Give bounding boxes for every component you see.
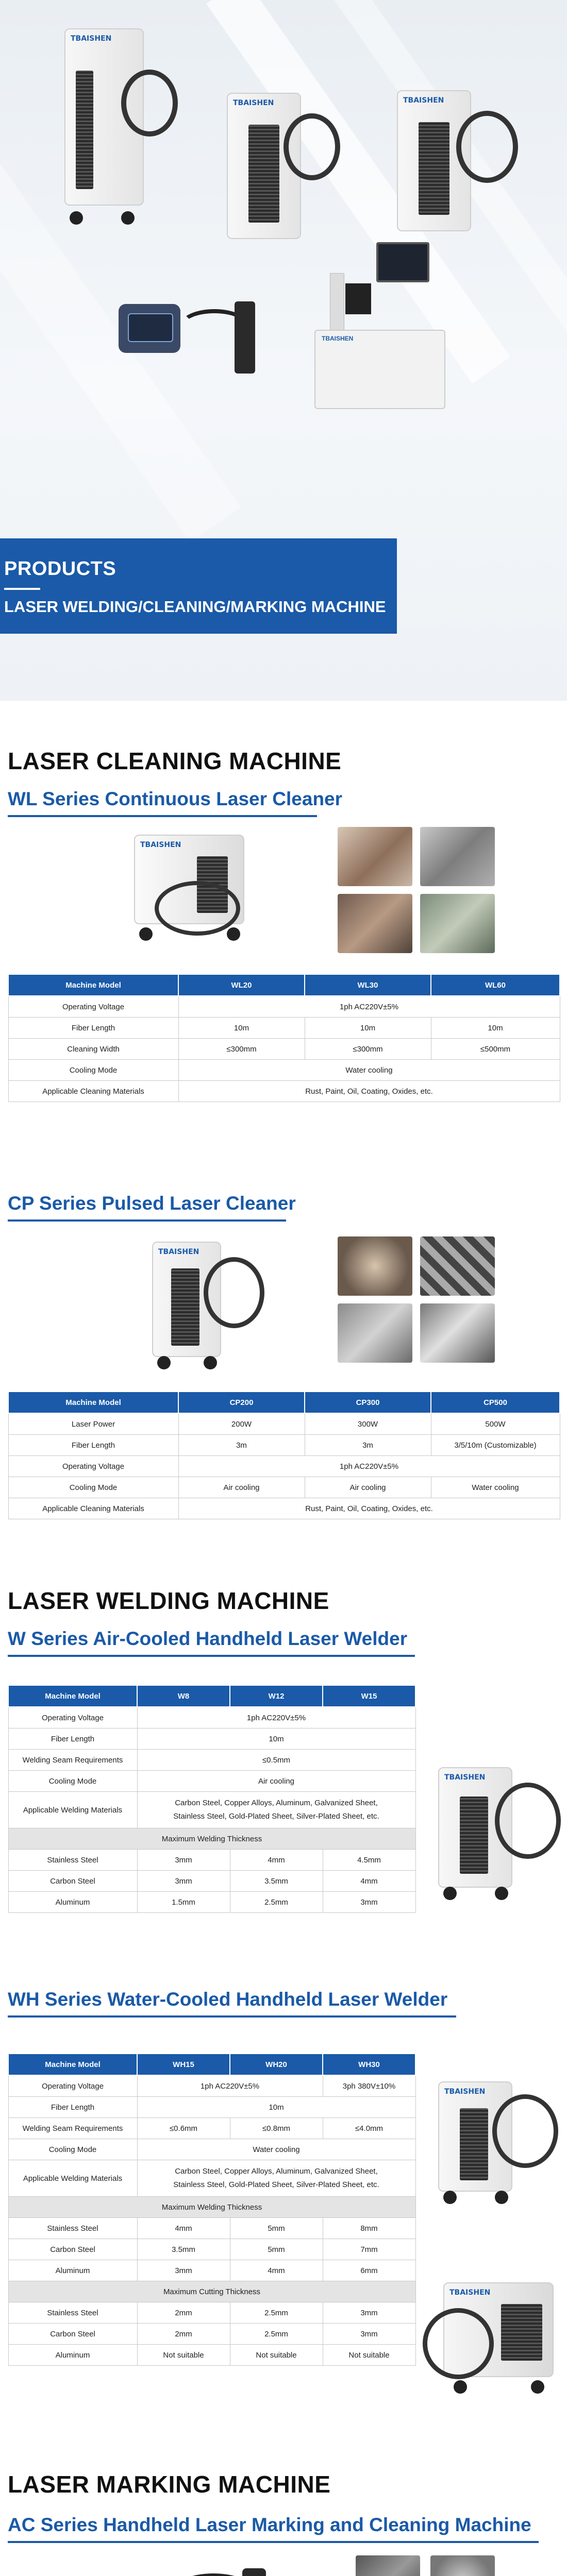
table-row xyxy=(8,2324,415,2345)
row-label: Applicable Welding Materials xyxy=(8,1792,137,1828)
brand-logo: TBAISHEN xyxy=(158,1248,199,1256)
row-label: Welding Seam Requirements xyxy=(8,2118,137,2139)
ac-series-title: AC Series Handheld Laser Marking and Cleaning Machine xyxy=(8,2514,531,2535)
cleaning-sample-photo xyxy=(420,894,495,953)
cell-value: Rust, Paint, Oil, Coating, Oxides, etc. xyxy=(178,1498,560,1519)
row-label: Carbon Steel xyxy=(8,2324,137,2345)
table-row xyxy=(8,2097,415,2118)
hero-cleaner-machine xyxy=(64,28,168,234)
brand-logo: TBAISHEN xyxy=(140,841,181,849)
cell-value: 5mm xyxy=(230,2218,323,2239)
column-header: CP300 xyxy=(305,1392,431,1413)
cell-value: 4mm xyxy=(230,1850,323,1871)
row-label: Carbon Steel xyxy=(8,2239,137,2260)
materials-line: Carbon Steel, Copper Alloys, Aluminum, Galvanized Sheet, xyxy=(175,2167,378,2176)
cell-value: Water cooling xyxy=(178,1060,560,1081)
row-label: Cooling Mode xyxy=(8,1771,137,1792)
cell-value xyxy=(137,2160,415,2197)
ac-machine-image xyxy=(88,2558,294,2576)
row-label: Stainless Steel xyxy=(8,2302,137,2324)
cell-value: 3/5/10m (Customizable) xyxy=(431,1435,560,1456)
cleaning-sample-photo xyxy=(338,1236,412,1296)
table-row xyxy=(8,1477,560,1498)
cell-value: 1ph AC220V±5% xyxy=(137,2075,323,2097)
table-row xyxy=(8,2118,415,2139)
cell-value: 10m xyxy=(137,1728,415,1750)
row-label: Stainless Steel xyxy=(8,2218,137,2239)
table-row xyxy=(8,1413,560,1435)
row-label: Applicable Cleaning Materials xyxy=(8,1498,178,1519)
title-underline xyxy=(4,588,40,590)
row-label: Operating Voltage xyxy=(8,1456,178,1477)
marking-sample-photo xyxy=(430,2555,495,2576)
cell-value: 2mm xyxy=(137,2324,230,2345)
cell-value: 300W xyxy=(305,1413,431,1435)
cell-value: Not suitable xyxy=(137,2345,230,2366)
row-label: Aluminum xyxy=(8,2345,137,2366)
cell-value: Not suitable xyxy=(230,2345,323,2366)
row-label: Aluminum xyxy=(8,2260,137,2281)
vent-grille xyxy=(248,125,279,223)
wh-spec-table xyxy=(8,2053,416,2366)
table-band-row xyxy=(8,2197,415,2218)
table-row xyxy=(8,1792,415,1828)
cell-value: 8mm xyxy=(323,2218,415,2239)
cell-value: 1ph AC220V±5% xyxy=(178,1456,560,1477)
cell-value: ≤300mm xyxy=(305,1039,431,1060)
cell-value: 2.5mm xyxy=(230,1892,323,1913)
cell-value: 500W xyxy=(431,1413,560,1435)
welding-section-title: LASER WELDING MACHINE xyxy=(8,1587,329,1614)
products-subtitle: LASER WELDING/CLEANING/MARKING MACHINE xyxy=(4,598,386,616)
w-title-underline xyxy=(8,1655,415,1657)
cell-value: Air cooling xyxy=(137,1771,415,1792)
cell-value: 4mm xyxy=(137,2218,230,2239)
column-header: WL20 xyxy=(178,974,305,996)
column-header: W12 xyxy=(230,1685,323,1707)
cell-value: 2mm xyxy=(137,2302,230,2324)
row-label: Cooling Mode xyxy=(8,1060,178,1081)
cell-value: ≤0.5mm xyxy=(137,1750,415,1771)
marking-section-title: LASER MARKING MACHINE xyxy=(8,2471,331,2498)
row-label: Operating Voltage xyxy=(8,2075,137,2097)
column-header: Machine Model xyxy=(8,2054,137,2075)
band-label: Maximum Welding Thickness xyxy=(8,1828,415,1850)
table-row xyxy=(8,1892,415,1913)
cleaning-sample-photo xyxy=(420,827,495,886)
hero-welder-machine xyxy=(227,93,330,247)
cell-value: Water cooling xyxy=(431,1477,560,1498)
column-header: CP200 xyxy=(178,1392,305,1413)
column-header: W15 xyxy=(323,1685,415,1707)
cell-value: 7mm xyxy=(323,2239,415,2260)
wh-title-underline xyxy=(8,2015,456,2018)
cell-value: 4.5mm xyxy=(323,1850,415,1871)
table-band-row xyxy=(8,1828,415,1850)
column-header: WH20 xyxy=(230,2054,323,2075)
table-row xyxy=(8,2260,415,2281)
cable-coil xyxy=(121,70,178,137)
cell-value: ≤0.8mm xyxy=(230,2118,323,2139)
table-row xyxy=(8,1850,415,1871)
wh-series-title: WH Series Water-Cooled Handheld Laser Welder xyxy=(8,1989,448,2010)
w-spec-table xyxy=(8,1685,416,1913)
cp-machine-image xyxy=(147,1236,260,1370)
brand-logo: TBAISHEN xyxy=(444,2088,486,2096)
row-label: Fiber Length xyxy=(8,1018,178,1039)
cable-coil xyxy=(456,111,518,183)
table-row xyxy=(8,1707,415,1728)
wl-machine-image xyxy=(124,824,263,943)
table-row xyxy=(8,1498,560,1519)
desk-cabinet xyxy=(314,330,445,409)
hero-desktop-marker xyxy=(314,242,448,412)
cell-value: 10m xyxy=(137,2097,415,2118)
row-label: Cooling Mode xyxy=(8,1477,178,1498)
ac-title-underline xyxy=(8,2541,539,2543)
wheel xyxy=(70,211,83,225)
table-row xyxy=(8,2302,415,2324)
marker-controller xyxy=(119,304,180,353)
materials-line: Stainless Steel, Gold-Plated Sheet, Silver-Plated Sheet, etc. xyxy=(173,2180,379,2189)
table-row xyxy=(8,1871,415,1892)
column-header: WL60 xyxy=(431,974,560,996)
table-row xyxy=(8,2239,415,2260)
row-label: Cooling Mode xyxy=(8,2139,137,2160)
wl-spec-table xyxy=(8,974,560,1102)
cell-value: 3mm xyxy=(137,1850,230,1871)
hero-banner-area xyxy=(0,0,567,701)
row-label: Applicable Cleaning Materials xyxy=(8,1081,178,1102)
wl-series-title: WL Series Continuous Laser Cleaner xyxy=(8,788,343,809)
wheel xyxy=(121,211,135,225)
cell-value: ≤500mm xyxy=(431,1039,560,1060)
wl-title-underline xyxy=(8,815,317,817)
table-row xyxy=(8,2345,415,2366)
monitor xyxy=(376,242,429,282)
cell-value: 3mm xyxy=(137,1871,230,1892)
cell-value: 1ph AC220V±5% xyxy=(137,1707,415,1728)
table-row xyxy=(8,1728,415,1750)
column-header: W8 xyxy=(137,1685,230,1707)
cell-value: 3mm xyxy=(323,1892,415,1913)
brand-logo: TBAISHEN xyxy=(403,96,444,105)
cp-series-title: CP Series Pulsed Laser Cleaner xyxy=(8,1193,296,1214)
cell-value: ≤4.0mm xyxy=(323,2118,415,2139)
cell-value: 5mm xyxy=(230,2239,323,2260)
marker-gun xyxy=(235,301,255,374)
table-row xyxy=(8,1771,415,1792)
cable-coil xyxy=(284,113,340,180)
cell-value: 3ph 380V±10% xyxy=(323,2075,415,2097)
cell-value: Water cooling xyxy=(137,2139,415,2160)
products-banner xyxy=(0,538,397,634)
materials-line: Stainless Steel, Gold-Plated Sheet, Silver-Plated Sheet, etc. xyxy=(173,1812,379,1821)
table-row xyxy=(8,2218,415,2239)
cleaning-sample-photo xyxy=(420,1236,495,1296)
column-header: Machine Model xyxy=(8,1392,178,1413)
brand-logo: TBAISHEN xyxy=(444,1773,486,1782)
cell-value: 3mm xyxy=(323,2324,415,2345)
table-row xyxy=(8,1456,560,1477)
brand-logo: TBAISHEN xyxy=(449,2289,491,2297)
wh-chiller-image xyxy=(423,2277,557,2401)
cell-value: ≤300mm xyxy=(178,1039,305,1060)
wh-machine-image xyxy=(433,2076,557,2205)
table-header-row xyxy=(8,1392,560,1413)
cleaning-sample-photo xyxy=(338,1303,412,1363)
row-label: Fiber Length xyxy=(8,1728,137,1750)
cell-value: Not suitable xyxy=(323,2345,415,2366)
cell-value: 2.5mm xyxy=(230,2324,323,2345)
cell-value: 3.5mm xyxy=(230,1871,323,1892)
hero-welder-machine xyxy=(397,90,510,245)
vent-grille xyxy=(76,71,93,189)
column-header: WH15 xyxy=(137,2054,230,2075)
marker-gun xyxy=(242,2568,266,2576)
cell-value: Air cooling xyxy=(305,1477,431,1498)
cell-value: 2.5mm xyxy=(230,2302,323,2324)
row-label: Fiber Length xyxy=(8,1435,178,1456)
column-header: Machine Model xyxy=(8,1685,137,1707)
cell-value xyxy=(137,1792,415,1828)
cell-value: Air cooling xyxy=(178,1477,305,1498)
cell-value: 3mm xyxy=(137,2260,230,2281)
cp-title-underline xyxy=(8,1219,286,1222)
cell-value: 1.5mm xyxy=(137,1892,230,1913)
row-label: Welding Seam Requirements xyxy=(8,1750,137,1771)
table-row xyxy=(8,1039,560,1060)
table-row xyxy=(8,2075,415,2097)
column-header: CP500 xyxy=(431,1392,560,1413)
cleaning-sample-photo xyxy=(420,1303,495,1363)
row-label: Cleaning Width xyxy=(8,1039,178,1060)
table-header-row xyxy=(8,2054,415,2075)
materials-line: Carbon Steel, Copper Alloys, Aluminum, Galvanized Sheet, xyxy=(175,1799,378,1807)
table-row xyxy=(8,2160,415,2197)
vent-grille xyxy=(419,122,449,215)
cell-value: 10m xyxy=(178,1018,305,1039)
table-row xyxy=(8,1060,560,1081)
cp-spec-table xyxy=(8,1391,560,1519)
cell-value: Rust, Paint, Oil, Coating, Oxides, etc. xyxy=(178,1081,560,1102)
column-header: Machine Model xyxy=(8,974,178,996)
hero-handheld-marker xyxy=(119,294,273,381)
products-title: PRODUCTS xyxy=(4,558,116,580)
column-header: WL30 xyxy=(305,974,431,996)
row-label: Fiber Length xyxy=(8,2097,137,2118)
table-row xyxy=(8,1081,560,1102)
table-row xyxy=(8,2139,415,2160)
cell-value: 10m xyxy=(305,1018,431,1039)
cleaning-sample-photo xyxy=(338,894,412,953)
table-band-row xyxy=(8,2281,415,2302)
marking-sample-photo xyxy=(356,2555,420,2576)
band-label: Maximum Welding Thickness xyxy=(8,2197,415,2218)
cell-value: 4mm xyxy=(323,1871,415,1892)
w-machine-image xyxy=(433,1762,557,1901)
table-row xyxy=(8,1435,560,1456)
table-header-row xyxy=(8,1685,415,1707)
row-label: Applicable Welding Materials xyxy=(8,2160,137,2197)
row-label: Laser Power xyxy=(8,1413,178,1435)
row-label: Operating Voltage xyxy=(8,1707,137,1728)
cleaning-section-title: LASER CLEANING MACHINE xyxy=(8,748,342,774)
table-row xyxy=(8,1018,560,1039)
brand-logo: TBAISHEN xyxy=(233,99,274,107)
cell-value: 1ph AC220V±5% xyxy=(178,996,560,1018)
brand-logo: TBAISHEN xyxy=(322,335,354,342)
cell-value: 3m xyxy=(178,1435,305,1456)
row-label: Operating Voltage xyxy=(8,996,178,1018)
cell-value: 3mm xyxy=(323,2302,415,2324)
cell-value: 200W xyxy=(178,1413,305,1435)
cell-value: 4mm xyxy=(230,2260,323,2281)
brand-logo: TBAISHEN xyxy=(71,35,112,43)
band-label: Maximum Cutting Thickness xyxy=(8,2281,415,2302)
table-header-row xyxy=(8,974,560,996)
row-label: Carbon Steel xyxy=(8,1871,137,1892)
cleaning-sample-photo xyxy=(338,827,412,886)
row-label: Stainless Steel xyxy=(8,1850,137,1871)
cell-value: 10m xyxy=(431,1018,560,1039)
cell-value: ≤0.6mm xyxy=(137,2118,230,2139)
column-header: WH30 xyxy=(323,2054,415,2075)
row-label: Aluminum xyxy=(8,1892,137,1913)
w-series-title: W Series Air-Cooled Handheld Laser Welder xyxy=(8,1628,408,1649)
table-row xyxy=(8,996,560,1018)
cell-value: 3m xyxy=(305,1435,431,1456)
table-row xyxy=(8,1750,415,1771)
cell-value: 6mm xyxy=(323,2260,415,2281)
cell-value: 3.5mm xyxy=(137,2239,230,2260)
